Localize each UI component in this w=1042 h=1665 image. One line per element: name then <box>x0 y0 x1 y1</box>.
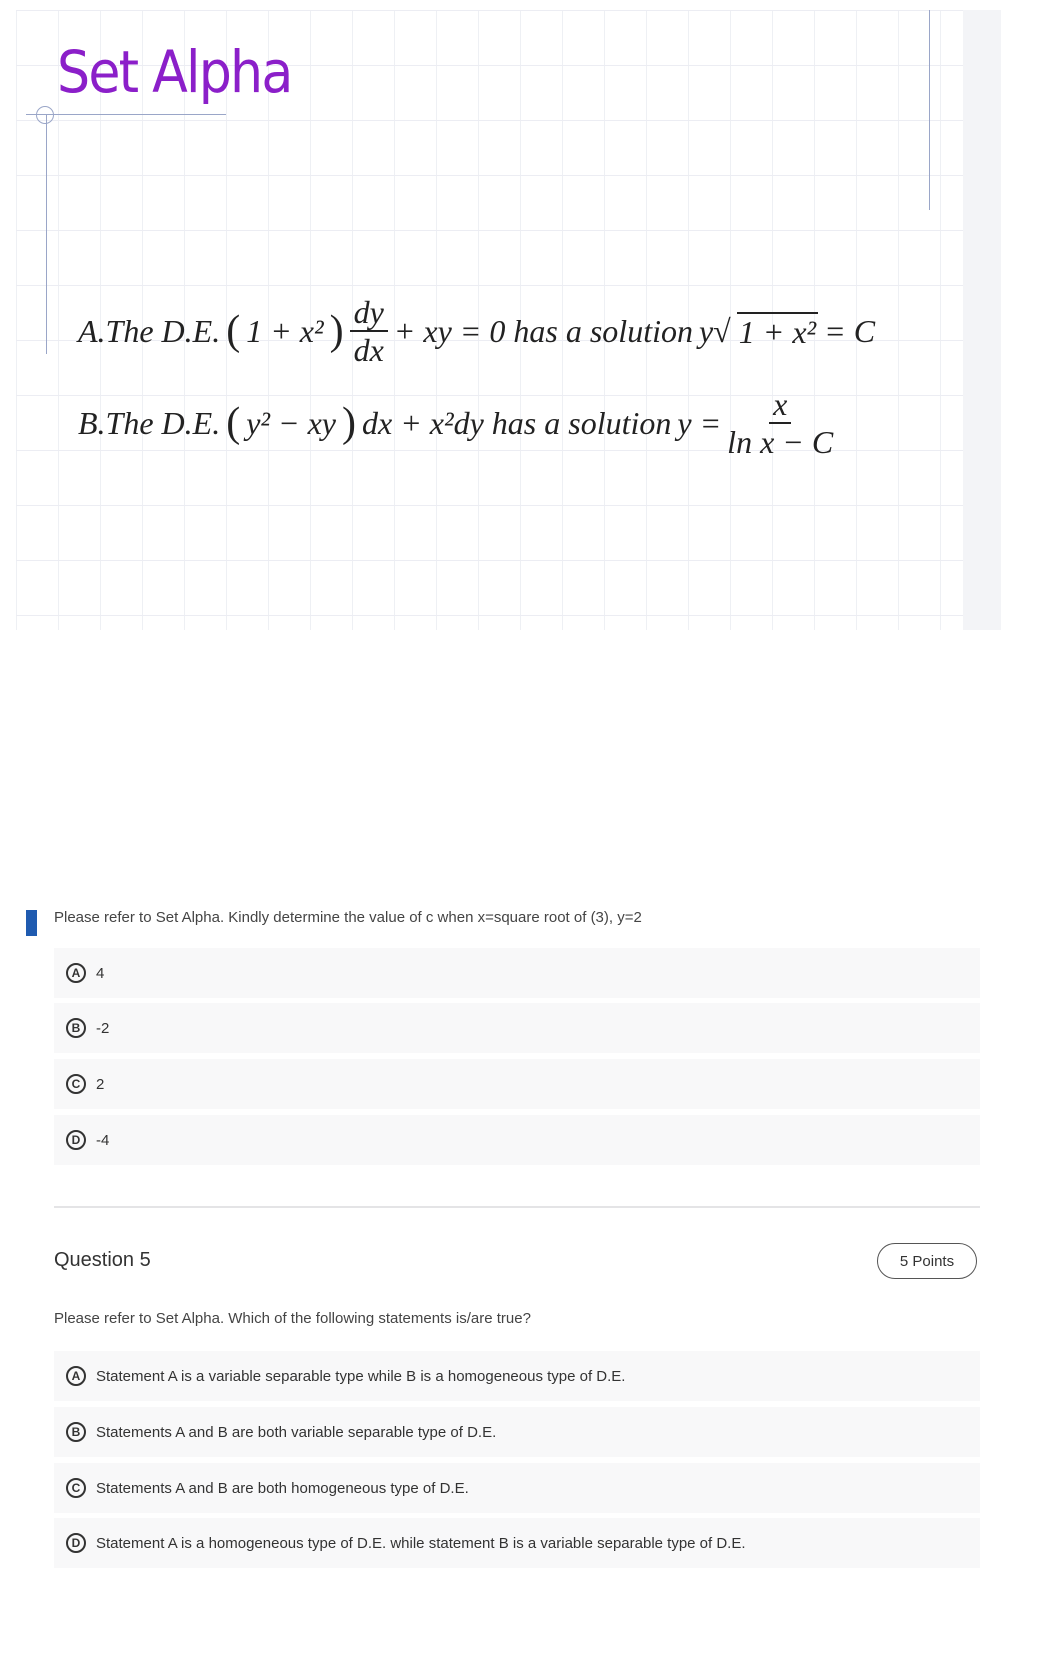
option-label: Statements A and B are both variable separable type of D.E. <box>96 1423 497 1441</box>
option-label: 2 <box>96 1075 105 1093</box>
q4-option-a[interactable] <box>54 948 980 998</box>
eq-fraction <box>727 388 833 458</box>
numerator: dy <box>350 296 388 332</box>
option-letter-badge: D <box>66 1533 86 1553</box>
option-label: 4 <box>96 964 105 982</box>
option-letter-badge: D <box>66 1130 86 1150</box>
question-divider <box>54 1206 980 1208</box>
decorative-circle <box>36 106 54 124</box>
option-letter-badge: A <box>66 1366 86 1386</box>
eq-text: + xy = 0 has a solution <box>393 312 693 349</box>
q5-option-b[interactable] <box>54 1407 980 1457</box>
numerator: x <box>769 388 791 424</box>
option-label: -4 <box>96 1131 110 1149</box>
points-badge: 5 Points <box>877 1243 977 1279</box>
eq-paren: ) <box>342 400 356 446</box>
eq-radicand: 1 + x² <box>738 313 817 350</box>
slide-title: Set Alpha <box>57 38 292 106</box>
option-letter-badge: C <box>66 1074 86 1094</box>
eq-paren: ( <box>226 308 241 354</box>
option-label: Statements A and B are both homogeneous type of D.E. <box>96 1479 469 1497</box>
option-label: Statement A is a variable separable type while B is a homogeneous type of D.E. <box>96 1367 626 1385</box>
eq-fraction <box>350 296 388 366</box>
equation-a <box>78 296 875 366</box>
question-5-title: Question 5 <box>54 1249 151 1271</box>
eq-text: 1 + x² <box>246 312 324 349</box>
q4-option-c[interactable] <box>54 1059 980 1109</box>
eq-text: B.The D.E. <box>78 404 221 441</box>
q5-option-a[interactable] <box>54 1351 980 1401</box>
option-letter-badge: C <box>66 1478 86 1498</box>
current-question-indicator <box>26 910 37 936</box>
eq-paren: ( <box>226 400 241 446</box>
eq-text: A.The D.E. <box>78 312 221 349</box>
denominator: dx <box>353 332 384 368</box>
slide-image <box>16 10 1001 630</box>
q4-option-d[interactable] <box>54 1115 980 1165</box>
q4-option-b[interactable] <box>54 1003 980 1053</box>
option-letter-badge: B <box>66 1422 86 1442</box>
option-letter-badge: B <box>66 1018 86 1038</box>
q5-option-c[interactable] <box>54 1463 980 1513</box>
slide-side-strip <box>963 10 1001 630</box>
eq-paren: ) <box>329 308 344 354</box>
eq-text: dx + x²dy has a solution <box>362 404 672 441</box>
eq-text: = C <box>824 312 876 349</box>
q5-option-d[interactable] <box>54 1518 980 1568</box>
eq-text: y = <box>677 404 722 441</box>
option-letter-badge: A <box>66 963 86 983</box>
eq-text: y² − xy <box>246 404 336 441</box>
option-label: -2 <box>96 1019 110 1037</box>
decorative-line <box>929 10 930 210</box>
eq-text: y√ <box>698 312 731 349</box>
decorative-line <box>46 114 47 354</box>
question-4-text: Please refer to Set Alpha. Kindly determine the value of c when x=square root of (3), y=2 <box>54 909 642 926</box>
option-label: Statement A is a homogeneous type of D.E. while statement B is a variable separable type of D.E. <box>96 1534 746 1552</box>
equation-b <box>78 388 833 458</box>
decorative-line <box>26 114 226 115</box>
denominator: ln x − C <box>727 424 834 460</box>
question-5-text: Please refer to Set Alpha. Which of the following statements is/are true? <box>54 1310 531 1327</box>
